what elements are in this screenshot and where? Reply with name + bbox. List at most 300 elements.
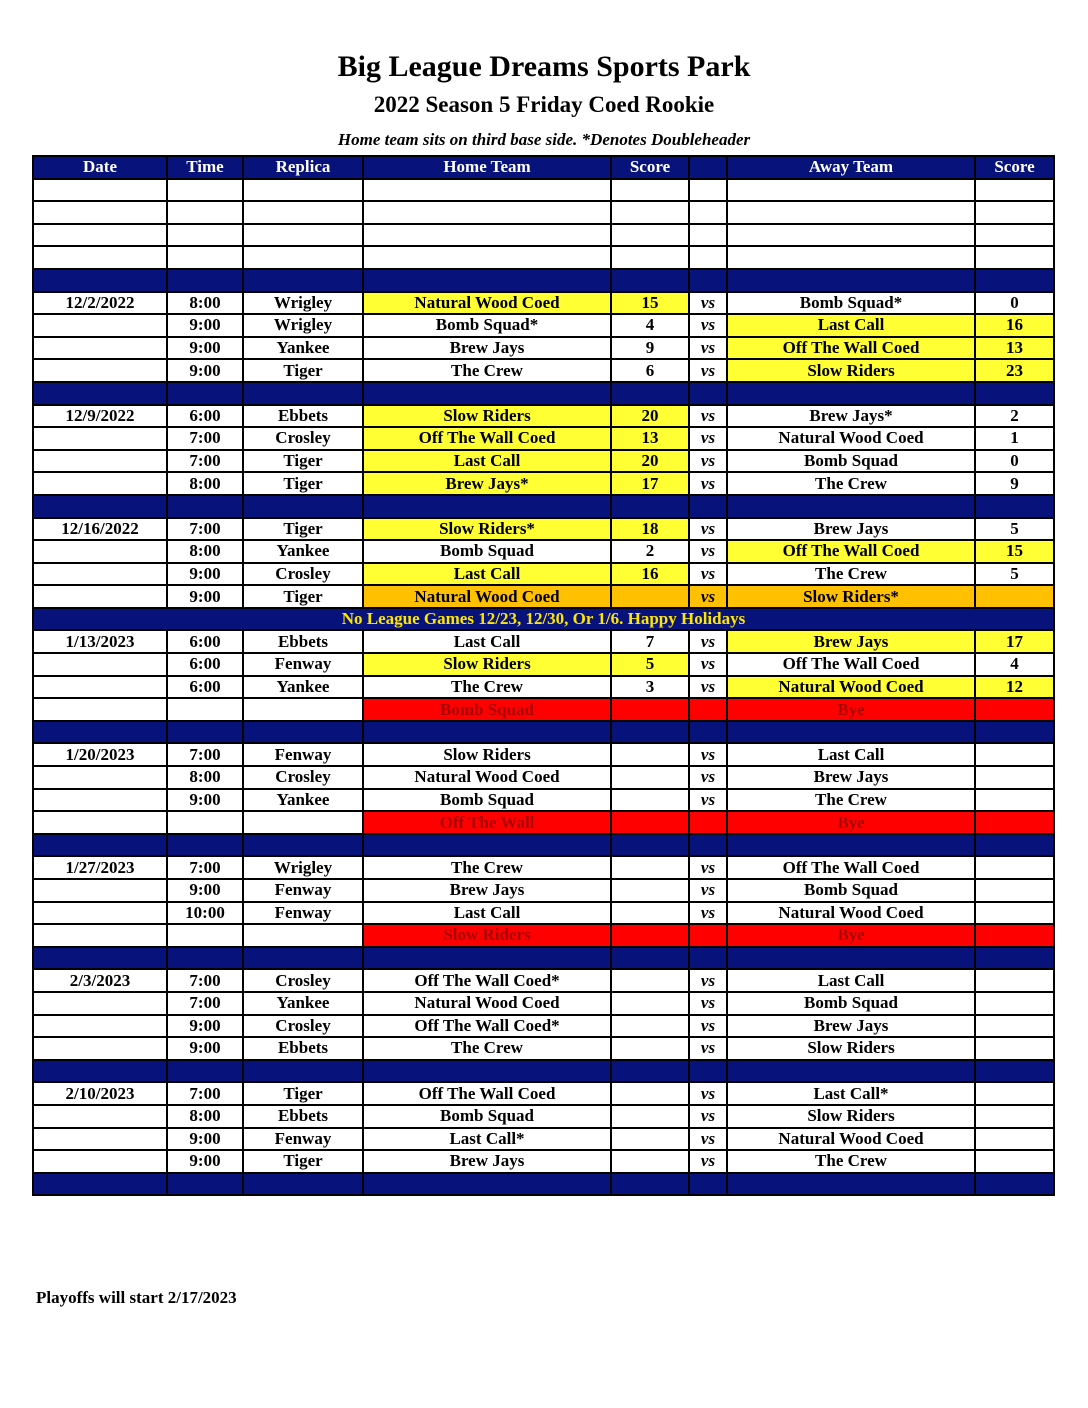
- table-row: [33, 540, 1054, 563]
- table-row: [33, 450, 1054, 473]
- empty-cell: [167, 382, 243, 405]
- away-score: 9: [975, 472, 1054, 495]
- home-score: [611, 1128, 689, 1151]
- home-score: [611, 1015, 689, 1038]
- away-score: [975, 1082, 1054, 1105]
- away-score: [975, 879, 1054, 902]
- replica-field: Ebbets: [243, 1105, 363, 1128]
- vs-label: vs: [689, 676, 727, 699]
- empty-cell: [167, 1173, 243, 1196]
- game-date: [33, 653, 167, 676]
- away-score: 13: [975, 337, 1054, 360]
- game-time: 9:00: [167, 1015, 243, 1038]
- game-date: [33, 766, 167, 789]
- col-header-replica: Replica: [243, 156, 363, 179]
- table-row: [33, 969, 1054, 992]
- away-team: The Crew: [727, 472, 975, 495]
- replica-field: Wrigley: [243, 314, 363, 337]
- game-date: 1/20/2023: [33, 743, 167, 766]
- away-team: Natural Wood Coed: [727, 676, 975, 699]
- away-score: 15: [975, 540, 1054, 563]
- replica-field: Tiger: [243, 1150, 363, 1173]
- home-team: The Crew: [363, 676, 611, 699]
- table-row: [33, 653, 1054, 676]
- replica-field: Crosley: [243, 563, 363, 586]
- home-team: Off The Wall: [363, 811, 611, 834]
- home-team: Off The Wall Coed*: [363, 969, 611, 992]
- game-date: [33, 902, 167, 925]
- game-date: [33, 698, 167, 721]
- game-time: 9:00: [167, 1128, 243, 1151]
- table-row: [33, 766, 1054, 789]
- away-score: [975, 766, 1054, 789]
- home-score: [611, 1150, 689, 1173]
- game-date: 1/27/2023: [33, 856, 167, 879]
- away-team: Brew Jays: [727, 1015, 975, 1038]
- home-score: 20: [611, 405, 689, 428]
- empty-cell: [611, 947, 689, 970]
- empty-cell: [727, 382, 975, 405]
- home-score: 7: [611, 630, 689, 653]
- game-time: 9:00: [167, 879, 243, 902]
- away-team: Last Call: [727, 969, 975, 992]
- vs-label: vs: [689, 1128, 727, 1151]
- separator-row: [33, 1060, 1054, 1083]
- away-team: The Crew: [727, 1150, 975, 1173]
- empty-cell: [689, 179, 727, 202]
- replica-field: Yankee: [243, 676, 363, 699]
- empty-cell: [243, 1173, 363, 1196]
- empty-cell: [243, 721, 363, 744]
- empty-cell: [611, 201, 689, 224]
- table-row: [33, 405, 1054, 428]
- game-date: [33, 1037, 167, 1060]
- away-team: Bomb Squad: [727, 450, 975, 473]
- home-score: [611, 992, 689, 1015]
- empty-cell: [33, 269, 167, 292]
- home-team: Last Call: [363, 450, 611, 473]
- replica-field: Crosley: [243, 969, 363, 992]
- table-row: [33, 924, 1054, 947]
- game-time: 9:00: [167, 1150, 243, 1173]
- empty-cell: [975, 382, 1054, 405]
- game-time: 6:00: [167, 676, 243, 699]
- vs-label: vs: [689, 789, 727, 812]
- away-score: [975, 743, 1054, 766]
- empty-cell: [243, 947, 363, 970]
- away-team: The Crew: [727, 563, 975, 586]
- vs-label: vs: [689, 518, 727, 541]
- game-time: 9:00: [167, 314, 243, 337]
- game-time: 8:00: [167, 292, 243, 315]
- empty-cell: [975, 201, 1054, 224]
- game-time: 10:00: [167, 902, 243, 925]
- game-time: [167, 924, 243, 947]
- empty-cell: [689, 224, 727, 247]
- game-date: [33, 450, 167, 473]
- empty-cell: [611, 246, 689, 269]
- vs-label: vs: [689, 292, 727, 315]
- empty-cell: [167, 246, 243, 269]
- vs-label: vs: [689, 563, 727, 586]
- empty-cell: [975, 179, 1054, 202]
- empty-cell: [611, 224, 689, 247]
- game-time: 7:00: [167, 856, 243, 879]
- col-header-away-score: Score: [975, 156, 1054, 179]
- col-header-home-score: Score: [611, 156, 689, 179]
- replica-field: Ebbets: [243, 405, 363, 428]
- home-score: [611, 969, 689, 992]
- away-team: Slow Riders*: [727, 585, 975, 608]
- table-row: [33, 811, 1054, 834]
- game-date: 2/3/2023: [33, 969, 167, 992]
- home-score: [611, 766, 689, 789]
- game-date: [33, 789, 167, 812]
- vs-label: vs: [689, 472, 727, 495]
- empty-cell: [33, 834, 167, 857]
- empty-cell: [727, 947, 975, 970]
- replica-field: [243, 698, 363, 721]
- away-team: Brew Jays*: [727, 405, 975, 428]
- game-time: 6:00: [167, 653, 243, 676]
- away-team: Last Call: [727, 743, 975, 766]
- empty-cell: [33, 179, 167, 202]
- empty-cell: [689, 495, 727, 518]
- vs-label: vs: [689, 653, 727, 676]
- game-time: 9:00: [167, 585, 243, 608]
- empty-cell: [363, 1173, 611, 1196]
- empty-cell: [33, 721, 167, 744]
- away-team: Natural Wood Coed: [727, 902, 975, 925]
- away-team: Natural Wood Coed: [727, 1128, 975, 1151]
- table-header-row: [33, 156, 1054, 179]
- empty-cell: [611, 1060, 689, 1083]
- empty-cell: [167, 834, 243, 857]
- vs-label: vs: [689, 902, 727, 925]
- vs-label: vs: [689, 992, 727, 1015]
- home-score: [611, 1105, 689, 1128]
- vs-label: vs: [689, 405, 727, 428]
- away-score: 5: [975, 563, 1054, 586]
- away-team: Natural Wood Coed: [727, 427, 975, 450]
- vs-label: vs: [689, 337, 727, 360]
- game-date: [33, 1128, 167, 1151]
- replica-field: Tiger: [243, 1082, 363, 1105]
- empty-cell: [33, 947, 167, 970]
- game-time: 7:00: [167, 427, 243, 450]
- empty-cell: [33, 1060, 167, 1083]
- away-score: [975, 1015, 1054, 1038]
- table-row: [33, 337, 1054, 360]
- empty-cell: [363, 1060, 611, 1083]
- empty-cell: [727, 179, 975, 202]
- table-row: [33, 472, 1054, 495]
- game-time: 7:00: [167, 743, 243, 766]
- game-time: 9:00: [167, 563, 243, 586]
- empty-cell: [167, 179, 243, 202]
- away-team: Bye: [727, 924, 975, 947]
- away-score: [975, 969, 1054, 992]
- empty-cell: [33, 224, 167, 247]
- empty-cell: [167, 721, 243, 744]
- empty-cell: [167, 495, 243, 518]
- vs-label: [689, 811, 727, 834]
- table-row: [33, 789, 1054, 812]
- away-score: 2: [975, 405, 1054, 428]
- table-row: [33, 292, 1054, 315]
- away-score: 17: [975, 630, 1054, 653]
- replica-field: Tiger: [243, 359, 363, 382]
- empty-cell: [975, 224, 1054, 247]
- empty-cell: [363, 201, 611, 224]
- home-score: [611, 902, 689, 925]
- table-row: [33, 1128, 1054, 1151]
- away-score: [975, 698, 1054, 721]
- home-score: [611, 698, 689, 721]
- empty-cell: [975, 246, 1054, 269]
- schedule-table: [32, 155, 1055, 1196]
- table-row: [33, 879, 1054, 902]
- home-team: Bomb Squad*: [363, 314, 611, 337]
- empty-cell: [975, 834, 1054, 857]
- home-team: Last Call: [363, 630, 611, 653]
- empty-cell: [975, 495, 1054, 518]
- empty-cell: [363, 382, 611, 405]
- empty-cell: [167, 201, 243, 224]
- separator-row: [33, 947, 1054, 970]
- replica-field: Wrigley: [243, 292, 363, 315]
- empty-cell: [727, 246, 975, 269]
- empty-cell: [727, 495, 975, 518]
- empty-cell: [243, 834, 363, 857]
- away-team: Slow Riders: [727, 359, 975, 382]
- empty-cell: [33, 495, 167, 518]
- vs-label: vs: [689, 585, 727, 608]
- empty-cell: [167, 224, 243, 247]
- game-time: 7:00: [167, 969, 243, 992]
- away-team: Brew Jays: [727, 630, 975, 653]
- game-date: 12/16/2022: [33, 518, 167, 541]
- table-row: [33, 585, 1054, 608]
- home-team: Natural Wood Coed: [363, 766, 611, 789]
- away-score: 0: [975, 450, 1054, 473]
- page-note: Home team sits on third base side. *Denotes Doubleheader: [337, 130, 751, 149]
- home-team: Brew Jays: [363, 1150, 611, 1173]
- replica-field: Yankee: [243, 992, 363, 1015]
- table-row: [33, 630, 1054, 653]
- home-team: The Crew: [363, 856, 611, 879]
- away-team: Bye: [727, 698, 975, 721]
- home-team: Natural Wood Coed: [363, 992, 611, 1015]
- home-score: 20: [611, 450, 689, 473]
- game-date: [33, 472, 167, 495]
- away-score: 12: [975, 676, 1054, 699]
- table-row: [33, 1150, 1054, 1173]
- away-team: Bomb Squad*: [727, 292, 975, 315]
- away-team: Last Call: [727, 314, 975, 337]
- empty-cell: [689, 1060, 727, 1083]
- vs-label: vs: [689, 540, 727, 563]
- home-team: Slow Riders: [363, 405, 611, 428]
- home-team: Brew Jays*: [363, 472, 611, 495]
- away-score: 1: [975, 427, 1054, 450]
- empty-cell: [363, 224, 611, 247]
- empty-row: [33, 224, 1054, 247]
- page-subtitle: 2022 Season 5 Friday Coed Rookie: [373, 92, 715, 117]
- home-team: Bomb Squad: [363, 540, 611, 563]
- empty-cell: [167, 269, 243, 292]
- game-date: [33, 1015, 167, 1038]
- game-time: 6:00: [167, 630, 243, 653]
- vs-label: vs: [689, 1037, 727, 1060]
- vs-label: vs: [689, 1150, 727, 1173]
- empty-cell: [975, 269, 1054, 292]
- home-score: 6: [611, 359, 689, 382]
- vs-label: vs: [689, 359, 727, 382]
- vs-label: [689, 698, 727, 721]
- home-score: [611, 924, 689, 947]
- home-score: 18: [611, 518, 689, 541]
- home-team: Bomb Squad: [363, 1105, 611, 1128]
- home-score: 17: [611, 472, 689, 495]
- table-row: [33, 1037, 1054, 1060]
- empty-row: [33, 201, 1054, 224]
- game-time: 9:00: [167, 1037, 243, 1060]
- away-team: Last Call*: [727, 1082, 975, 1105]
- away-team: Off The Wall Coed: [727, 337, 975, 360]
- home-team: Slow Riders: [363, 743, 611, 766]
- empty-cell: [243, 495, 363, 518]
- replica-field: Fenway: [243, 743, 363, 766]
- game-date: [33, 992, 167, 1015]
- separator-row: [33, 1173, 1054, 1196]
- empty-cell: [727, 224, 975, 247]
- vs-label: vs: [689, 1015, 727, 1038]
- game-time: 8:00: [167, 766, 243, 789]
- empty-cell: [243, 201, 363, 224]
- replica-field: Yankee: [243, 337, 363, 360]
- away-score: [975, 789, 1054, 812]
- away-team: Slow Riders: [727, 1105, 975, 1128]
- replica-field: Ebbets: [243, 1037, 363, 1060]
- notice-row: [33, 608, 1054, 631]
- page-title: Big League Dreams Sports Park: [337, 50, 751, 83]
- playoffs-note: Playoffs will start 2/17/2023: [36, 1288, 237, 1307]
- away-team: Off The Wall Coed: [727, 856, 975, 879]
- table-row: [33, 902, 1054, 925]
- empty-cell: [689, 834, 727, 857]
- game-time: 9:00: [167, 359, 243, 382]
- table-row: [33, 359, 1054, 382]
- table-row: [33, 314, 1054, 337]
- away-score: [975, 902, 1054, 925]
- away-score: 5: [975, 518, 1054, 541]
- away-score: 23: [975, 359, 1054, 382]
- replica-field: [243, 811, 363, 834]
- table-row: [33, 563, 1054, 586]
- game-date: 1/13/2023: [33, 630, 167, 653]
- home-team: Bomb Squad: [363, 789, 611, 812]
- replica-field: Yankee: [243, 789, 363, 812]
- away-team: Brew Jays: [727, 518, 975, 541]
- game-date: [33, 924, 167, 947]
- empty-cell: [727, 1173, 975, 1196]
- empty-cell: [727, 201, 975, 224]
- empty-cell: [611, 382, 689, 405]
- separator-row: [33, 834, 1054, 857]
- game-time: [167, 811, 243, 834]
- away-score: [975, 856, 1054, 879]
- table-row: [33, 743, 1054, 766]
- home-score: [611, 585, 689, 608]
- vs-label: vs: [689, 743, 727, 766]
- game-date: 12/9/2022: [33, 405, 167, 428]
- separator-row: [33, 495, 1054, 518]
- game-date: 2/10/2023: [33, 1082, 167, 1105]
- home-score: 9: [611, 337, 689, 360]
- away-team: Slow Riders: [727, 1037, 975, 1060]
- home-team: Last Call*: [363, 1128, 611, 1151]
- game-time: 8:00: [167, 1105, 243, 1128]
- empty-cell: [363, 179, 611, 202]
- away-score: [975, 992, 1054, 1015]
- home-team: Off The Wall Coed: [363, 1082, 611, 1105]
- col-header-vs: [689, 156, 727, 179]
- away-team: Brew Jays: [727, 766, 975, 789]
- away-team: Bye: [727, 811, 975, 834]
- replica-field: Ebbets: [243, 630, 363, 653]
- empty-cell: [243, 382, 363, 405]
- home-score: 15: [611, 292, 689, 315]
- empty-cell: [167, 1060, 243, 1083]
- empty-cell: [363, 246, 611, 269]
- empty-cell: [727, 269, 975, 292]
- col-header-home-team: Home Team: [363, 156, 611, 179]
- empty-cell: [33, 246, 167, 269]
- replica-field: Tiger: [243, 518, 363, 541]
- game-time: [167, 698, 243, 721]
- home-score: [611, 1082, 689, 1105]
- table-row: [33, 518, 1054, 541]
- table-row: [33, 992, 1054, 1015]
- empty-cell: [363, 495, 611, 518]
- col-header-time: Time: [167, 156, 243, 179]
- game-time: 6:00: [167, 405, 243, 428]
- table-row: [33, 1015, 1054, 1038]
- empty-cell: [243, 179, 363, 202]
- empty-cell: [689, 201, 727, 224]
- game-date: [33, 1105, 167, 1128]
- empty-cell: [975, 1060, 1054, 1083]
- replica-field: Fenway: [243, 902, 363, 925]
- holiday-notice: No League Games 12/23, 12/30, Or 1/6. Happy Holidays: [33, 608, 1054, 631]
- game-date: [33, 811, 167, 834]
- empty-cell: [33, 382, 167, 405]
- empty-cell: [727, 721, 975, 744]
- table-row: [33, 427, 1054, 450]
- home-score: 16: [611, 563, 689, 586]
- away-team: Off The Wall Coed: [727, 653, 975, 676]
- table-row: [33, 698, 1054, 721]
- away-team: Bomb Squad: [727, 992, 975, 1015]
- away-score: [975, 811, 1054, 834]
- home-score: [611, 856, 689, 879]
- empty-cell: [167, 947, 243, 970]
- away-score: [975, 1150, 1054, 1173]
- table-row: [33, 1105, 1054, 1128]
- vs-label: vs: [689, 766, 727, 789]
- replica-field: Fenway: [243, 653, 363, 676]
